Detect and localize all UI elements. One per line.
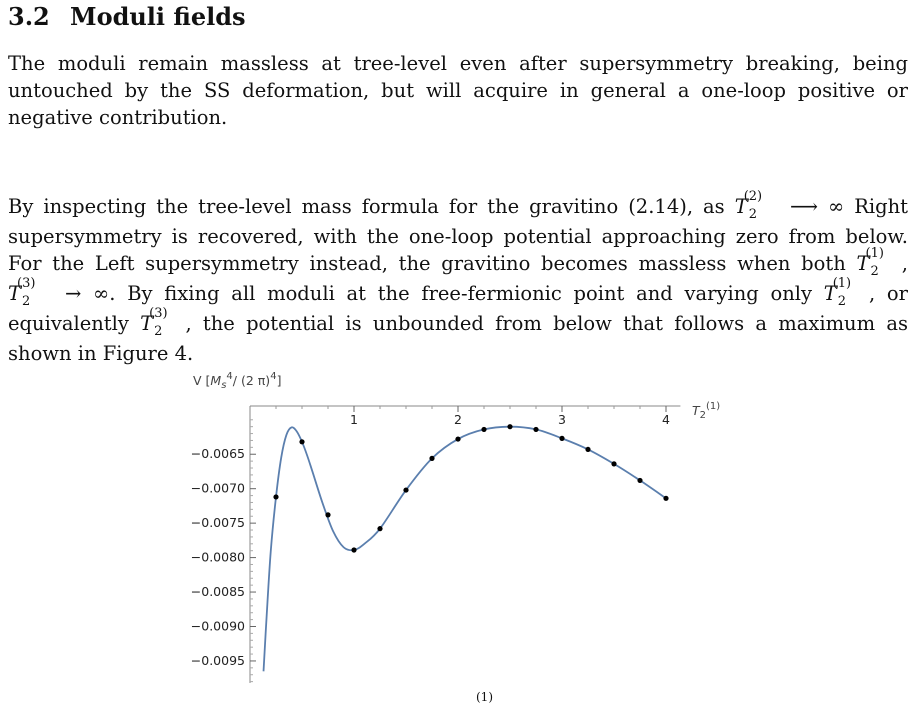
y-axis-label: V [$M_s^4/$ (2 π)$^4$] xyxy=(193,371,282,391)
plot-axes xyxy=(250,406,680,683)
sample-points xyxy=(273,424,668,553)
data-point xyxy=(429,456,434,461)
data-point xyxy=(611,461,616,466)
section-number: 3.2 xyxy=(8,2,50,31)
y-tick-label: −0.0095 xyxy=(190,652,245,668)
data-point xyxy=(325,512,330,517)
symbol-t2-3b: $T_2$ (3) xyxy=(140,306,168,339)
p2-text-1b: ⟶ ∞ Right supersymmetry is recovered, with the one-loop potential approaching zero from below. For the Left supersymmetry instead, the gravitino becomes massless when both xyxy=(8,195,909,275)
symbol-t2-1b: $T_2$ (1) xyxy=(823,276,852,309)
section-title: Moduli fields xyxy=(70,2,246,31)
p2-text-2: , xyxy=(901,252,908,275)
symbol-t2-3: $T_2$ (3) xyxy=(8,276,36,309)
symbol-t2-1: $T_2$ (1) xyxy=(856,246,884,279)
data-point xyxy=(507,424,512,429)
plot-ticks xyxy=(191,406,670,682)
potential-curve xyxy=(264,427,666,672)
y-tick-label: −0.0065 xyxy=(190,446,245,462)
data-point xyxy=(481,427,486,432)
y-tick-label: −0.0080 xyxy=(190,549,245,565)
y-tick-label: −0.0075 xyxy=(190,515,245,531)
y-tick-label: −0.0085 xyxy=(190,584,245,600)
data-point xyxy=(299,439,304,444)
x-tick-label: 3 xyxy=(558,412,566,427)
data-point xyxy=(455,436,460,441)
data-point xyxy=(533,427,538,432)
p2-text-5: , the potential is unbounded from below that follows a maximum as shown in Figure 4. xyxy=(8,312,908,365)
x-tick-label: 2 xyxy=(454,412,462,427)
symbol-t2-2: $T_2$ (2) xyxy=(734,189,763,222)
x-axis-label: $T_2^{(1)}$ xyxy=(692,401,721,421)
data-point xyxy=(403,487,408,492)
data-point xyxy=(273,494,278,499)
data-point xyxy=(377,526,382,531)
p2-text-3: → ∞. By fixing all moduli at the free-fermionic point and varying only xyxy=(53,282,824,305)
data-point xyxy=(585,447,590,452)
data-point xyxy=(663,496,668,501)
y-tick-label: −0.0070 xyxy=(190,480,245,496)
data-point xyxy=(351,547,356,552)
x-tick-label: 1 xyxy=(350,412,358,427)
data-point xyxy=(559,436,564,441)
y-tick-label: −0.0090 xyxy=(190,618,245,634)
p2-text-1: By inspecting the tree-level mass formula for the gravitino (2.14), as xyxy=(8,195,735,218)
p2-text-4: , or equivalently xyxy=(8,282,908,335)
x-tick-label: 4 xyxy=(662,412,670,427)
data-point xyxy=(637,478,642,483)
figure-caption-fragment: (1) xyxy=(476,690,493,704)
paragraph-1: The moduli remain massless at tree-level even after supersymmetry breaking, being untouched by the SS deformation, but will acquire in general a one-loop positive or negative contribution. xyxy=(8,52,908,129)
